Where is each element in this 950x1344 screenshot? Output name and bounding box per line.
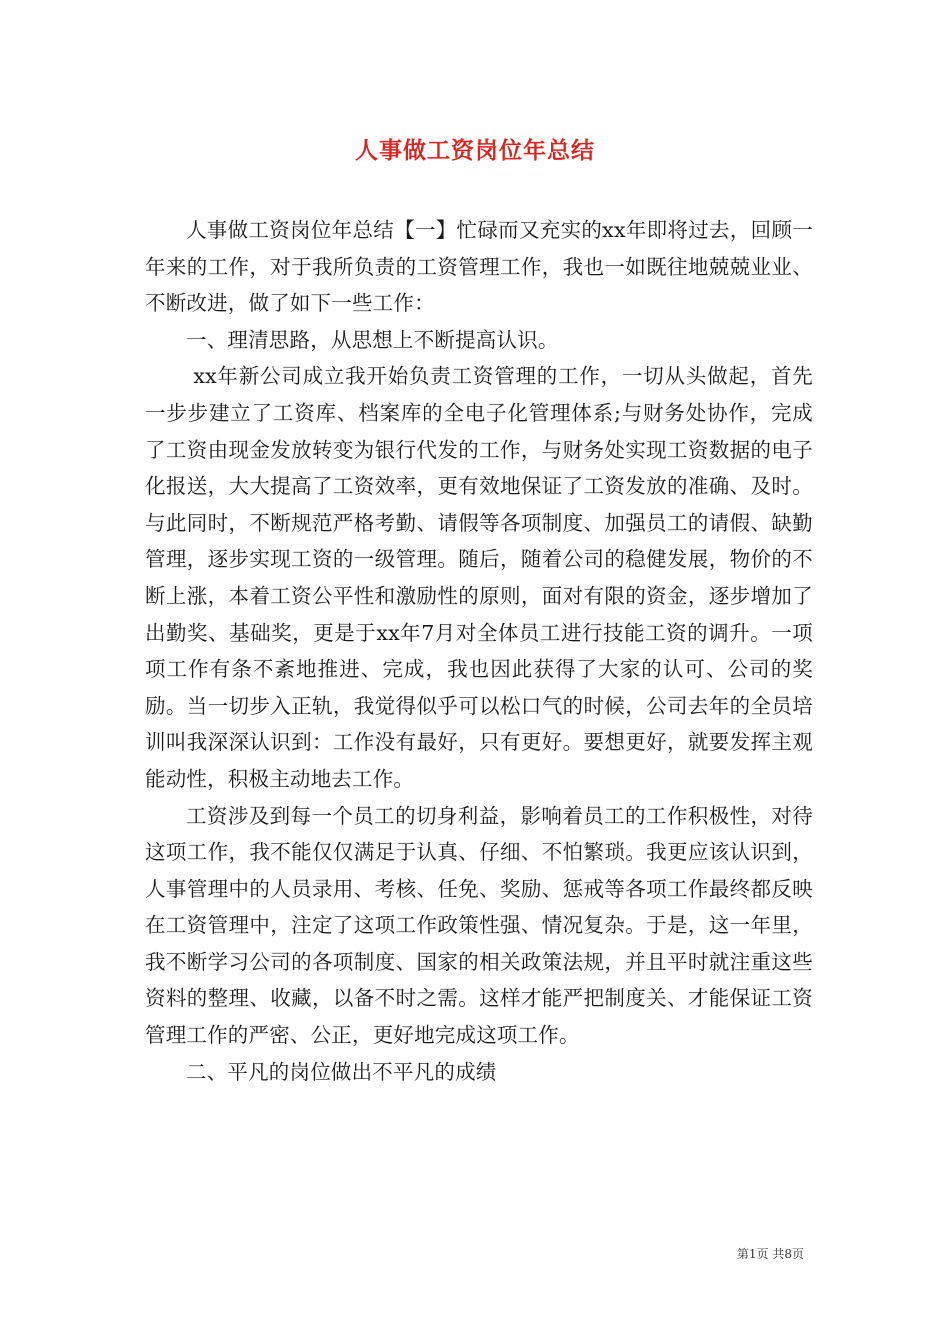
document-body [145,212,813,1090]
document-title: 人事做工资岗位年总结 [355,137,595,164]
paragraph-salary: 工资涉及到每一个员工的切身利益，影响着员工的工作积极性，对待这项工作，我不能仅仅满足于认真、仔细、不怕繁琐。我更应该认识到，人事管理中的人员录用、考核、任免、奖励、惩戒等各项工作最终都反映在工资管理中，注定了这项工作政策性强、情况复杂。于是，这一年里，我不断学习公司的各项制度、国家的相关政策法规，并且平时就注重这些资料的整理、收藏，以备不时之需。这样才能严把制度关、才能保证工资管理工作的严密、公正，更好地完成这项工作。 [145,803,813,1048]
paragraph-section-1: xx年新公司成立我开始负责工资管理的工作，一切从头做起，首先一步步建立了工资库、档案库的全电子化管理体系;与财务处协作，完成了工资由现金发放转变为银行代发的工作，与财务处实现工资数据的电子化报送，大大提高了工资效率，更有效地保证了工资发放的准确、及时。与此同时，不断规范严格考勤、请假等各项制度、加强员工的请假、缺勤管理，逐步实现工资的一级管理。随后，随着公司的稳健发展，物价的不断上涨，本着工资公平性和激励性的原则，面对有限的资金，逐步增加了出勤奖、基础奖，更是于xx年7月对全体员工进行技能工资的调升。一项项工作有条不紊地推进、完成，我也因此获得了大家的认可、公司的奖励。当一切步入正轨，我觉得似乎可以松口气的时候，公司去年的全员培训叫我深深认识到：工作没有最好，只有更好。要想更好，就要发挥主观能动性，积极主动地去工作。 [145,364,813,791]
section-heading-2: 二、平凡的岗位做出不平凡的成绩 [186,1059,497,1084]
section-heading-1: 一、理清思路，从思想上不断提高认识。 [186,327,559,352]
page-number: 第1页 共8页 [736,1247,804,1261]
paragraph-intro: 人事做工资岗位年总结【一】忙碌而又充实的xx年即将过去，回顾一年来的工作，对于我所负责的工资管理工作，我也一如既往地兢兢业业、不断改进，做了如下一些工作： [145,218,813,316]
